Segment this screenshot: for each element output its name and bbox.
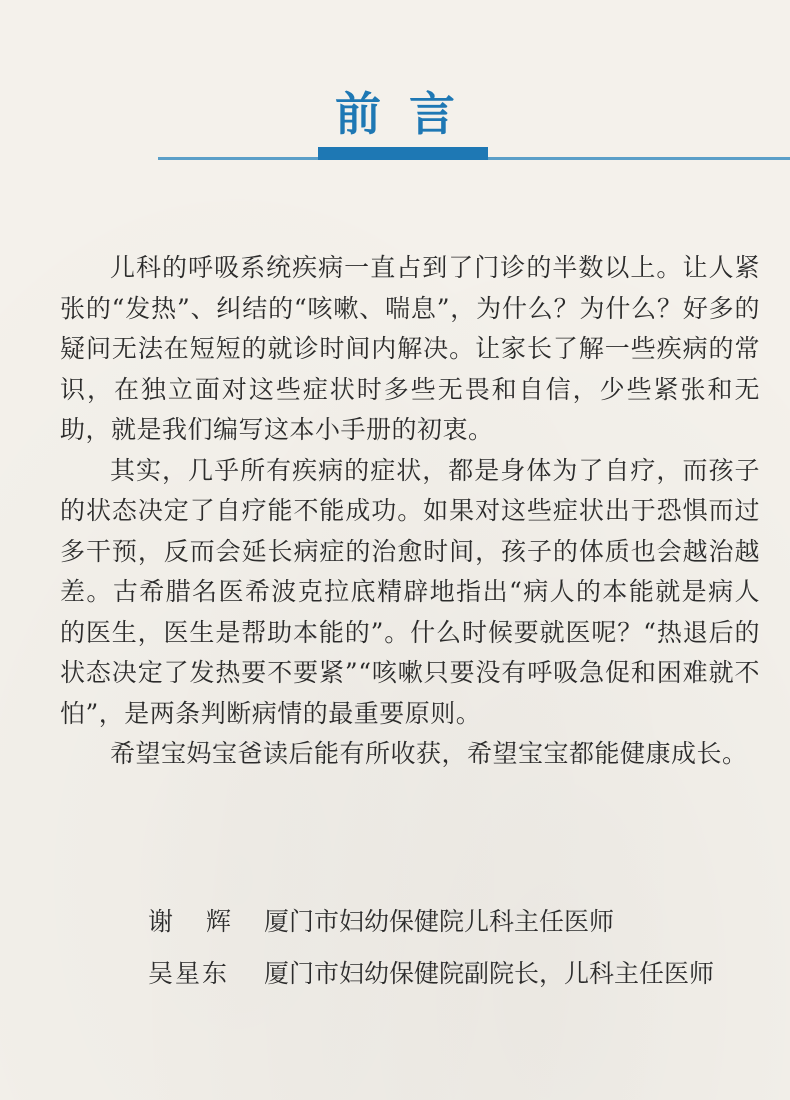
author-name: 谢辉 [148,907,265,936]
paragraph: 希望宝妈宝爸读后能有所收获，希望宝宝都能健康成长。 [110,739,748,768]
author-line [148,948,768,1000]
author-line [148,896,768,948]
title-rule-accent [318,147,488,160]
author-name: 吴星东 [148,959,230,988]
author-signatures [148,896,768,1000]
paragraph: 其实，几乎所有疾病的症状，都是身体为了自疗，而孩子的状态决定了自疗能不能成功。如果对这些症状出于恐惧而过多干预，反而会延长病症的治愈时间，孩子的体质也会越治越差。古希腊名医希波克拉底精辟地指出“病人的本能就是病人的医生，医生是帮助本能的”。什么时候要就医呢？“热退后的状态决定了发热要不要紧”“咳嗽只要没有呼吸急促和困难就不怕”，是两条判断病情的最重要原则。 [60,455,760,728]
page-title: 前言 [335,87,483,141]
author-role: 厦门市妇幼保健院儿科主任医师 [263,907,614,936]
author-role: 厦门市妇幼保健院副院长，儿科主任医师 [263,959,714,988]
paragraph: 儿科的呼吸系统疾病一直占到了门诊的半数以上。让人紧张的“发热”、纠结的“咳嗽、喘息”，为什么？为什么？好多的疑问无法在短短的就诊时间内解决。让家长了解一些疾病的常识，在独立面对这些症状时多些无畏和自信，少些紧张和无助，就是我们编写这本小手册的初衷。 [60,253,760,444]
preface-body [60,248,760,775]
